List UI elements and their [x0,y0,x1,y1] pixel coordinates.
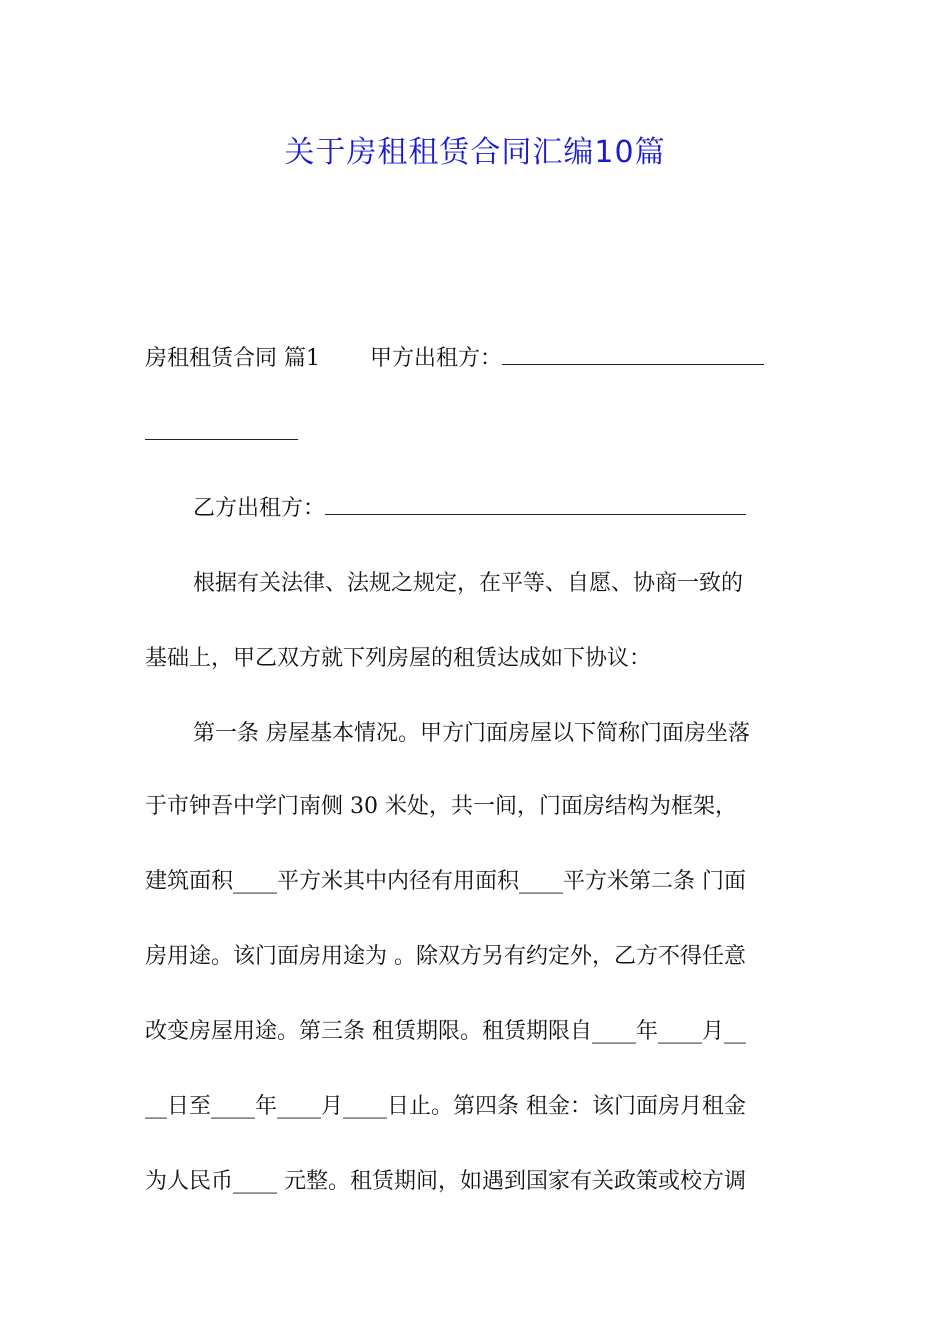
text-line-7: 于市钟吾中学门南侧 30 米处，共一间，门面房结构为框架， [145,794,737,819]
text-line-12: 为人民币____ 元整。租赁期间，如遇到国家有关政策或校方调 [145,1169,746,1194]
party-a-blank-continued [145,419,298,440]
text-line-10: 改变房屋用途。第三条 租赁期限。租赁期限自____年____月__ [145,1019,746,1044]
contract-heading: 房租租赁合同 篇1 [145,346,320,371]
text-line-11: __日至____年____月____日止。第四条 租金：该门面房月租金 [145,1094,746,1119]
party-b-blank [325,494,746,515]
party-b-label: 乙方出租方： [193,496,326,521]
party-a-label: 甲方出租方： [370,346,503,371]
text-line-6: 第一条 房屋基本情况。甲方门面房屋以下简称门面房坐落 [193,721,750,746]
text-line-5: 基础上，甲乙双方就下列房屋的租赁达成如下协议： [145,646,652,671]
document-title: 关于房租租赁合同汇编10篇 [284,135,666,170]
text-line-4: 根据有关法律、法规之规定，在平等、自愿、协商一致的 [193,571,744,596]
text-line-8: 建筑面积____平方米其中内径有用面积____平方米第二条 门面 [145,869,746,894]
text-line-3 [193,489,858,529]
party-a-blank [502,344,764,365]
text-line-1 [145,339,810,379]
text-line-2 [145,414,810,454]
text-line-9: 房用途。该门面房用途为 。除双方另有约定外，乙方不得任意 [145,944,746,969]
